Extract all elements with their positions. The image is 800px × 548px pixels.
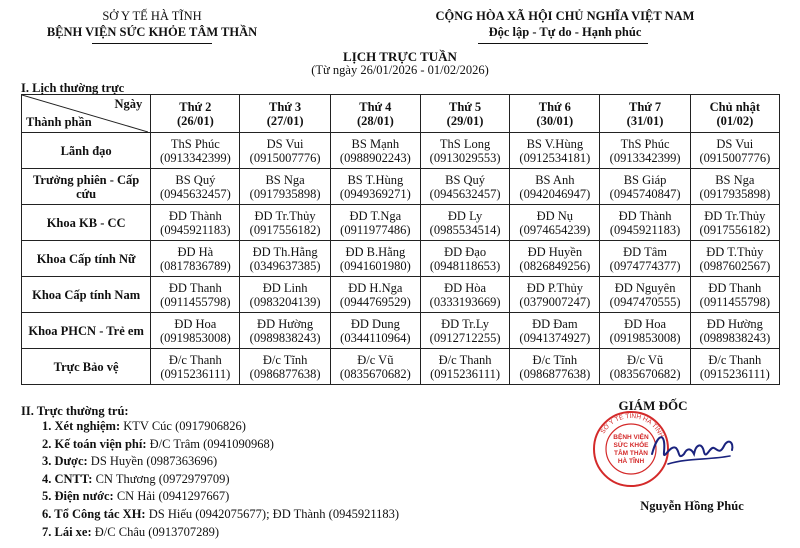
duty-cell: [151, 313, 240, 349]
duty-cell: [510, 133, 600, 169]
day-name: Chủ nhật: [709, 99, 761, 114]
day-name: Thứ 7: [628, 99, 662, 114]
day-date: (27/01): [266, 113, 304, 128]
staff-phone: (0379007247): [519, 294, 591, 309]
duty-cell: [420, 133, 509, 169]
duty-cell: [600, 277, 690, 313]
staff-name: ThS Phúc: [620, 136, 670, 151]
page-title: LỊCH TRỰC TUẦN: [343, 49, 457, 64]
staff-name: ĐD Thanh: [708, 280, 762, 295]
duty-label: 5. Điện nước:: [42, 489, 114, 504]
day-date: (30/01): [536, 113, 574, 128]
duty-cell: [330, 241, 420, 277]
duty-cell: [240, 313, 330, 349]
staff-name: Đ/c Vũ: [626, 352, 664, 367]
staff-name: ĐD Ly: [447, 208, 483, 223]
duty-cell: [330, 313, 420, 349]
staff-name: ĐD P.Thủy: [526, 280, 583, 295]
duty-cell: [151, 349, 240, 385]
header-right-underline: [478, 43, 648, 44]
staff-phone: (0987602567): [699, 258, 771, 273]
staff-phone: (0917556182): [699, 222, 771, 237]
duty-cell: [690, 313, 779, 349]
day-header: [330, 95, 420, 133]
staff-phone: (0945921183): [160, 222, 231, 237]
duty-cell: [510, 169, 600, 205]
duty-cell: [151, 169, 240, 205]
staff-phone: (0945740847): [609, 186, 681, 201]
duty-cell: [240, 205, 330, 241]
department-cell: Khoa Cấp tính Nam: [22, 277, 151, 313]
duty-cell: [240, 241, 330, 277]
staff-name: ĐD Hường: [706, 316, 763, 331]
motto: Độc lập - Tự do - Hạnh phúc: [488, 25, 642, 39]
staff-name: ĐD Hường: [257, 316, 314, 331]
staff-name: BS Giáp: [623, 172, 667, 187]
staff-name: Đ/c Vũ: [357, 352, 394, 367]
staff-phone: (0333193669): [429, 294, 501, 309]
duty-value: KTV Cúc (0917906826): [123, 419, 246, 433]
day-date: (01/02): [716, 113, 754, 128]
staff-phone: (0915007776): [249, 150, 321, 165]
staff-name: Đ/c Tĩnh: [262, 352, 308, 367]
list-item: [42, 524, 399, 542]
table-row: [22, 349, 780, 385]
staff-phone: (0942046947): [519, 186, 591, 201]
day-date: (28/01): [356, 113, 394, 128]
staff-phone: (0912712255): [429, 330, 501, 345]
department-cell: Trực Bảo vệ: [22, 349, 151, 385]
staff-name: ĐD Huyền: [527, 244, 583, 259]
staff-phone: (0947470555): [609, 294, 681, 309]
corner-day-label: Ngày: [114, 97, 143, 111]
staff-phone: (0915236111): [699, 366, 770, 381]
staff-name: DS Vui: [716, 136, 754, 151]
staff-phone: (0948118653): [429, 258, 501, 273]
day-name: Thứ 2: [179, 99, 212, 114]
staff-name: Đ/c Thanh: [708, 352, 762, 367]
staff-phone: (0945632457): [429, 186, 501, 201]
duty-cell: [330, 169, 420, 205]
duty-cell: [330, 133, 420, 169]
staff-phone: (0344110964): [340, 330, 411, 345]
staff-phone: (0911455798): [160, 294, 231, 309]
staff-name: BS Nga: [265, 172, 305, 187]
hospital-name: BỆNH VIỆN SỨC KHỎE TÂM THẦN: [46, 25, 258, 39]
staff-phone: (0983204139): [249, 294, 321, 309]
staff-name: ĐD Đam: [532, 316, 578, 331]
staff-phone: (0941601980): [339, 258, 411, 273]
signer-title: GIÁM ĐỐC: [618, 398, 688, 413]
duty-cell: [240, 277, 330, 313]
day-date: (29/01): [446, 113, 484, 128]
duty-cell: [151, 241, 240, 277]
duty-cell: [240, 349, 330, 385]
list-item: [42, 453, 399, 471]
svg-text:SỞ Y TẾ TỈNH HÀ TĨNH: SỞ Y TẾ TỈNH HÀ TĨNH: [599, 412, 665, 439]
duty-cell: [510, 205, 600, 241]
table-row: [22, 133, 780, 169]
svg-text:TÂM THẦN: TÂM THẦN: [614, 450, 648, 457]
staff-phone: (0986877638): [519, 366, 591, 381]
duty-cell: [600, 313, 690, 349]
duty-label: 1. Xét nghiệm:: [42, 419, 121, 433]
staff-phone: (0988902243): [339, 150, 411, 165]
staff-name: ĐD Linh: [262, 280, 308, 295]
staff-phone: (0985534514): [429, 222, 501, 237]
staff-name: ĐD Hoa: [174, 316, 217, 331]
staff-name: Đ/c Tĩnh: [532, 352, 578, 367]
staff-phone: (0835670682): [339, 366, 411, 381]
table-row: [22, 277, 780, 313]
duty-cell: [600, 169, 690, 205]
duty-cell: [151, 277, 240, 313]
day-header: [420, 95, 509, 133]
day-header: [600, 95, 690, 133]
day-header: [151, 95, 240, 133]
table-row: [22, 313, 780, 349]
header-right: [430, 8, 700, 40]
duty-cell: [420, 313, 509, 349]
staff-phone: (0817836789): [159, 258, 231, 273]
duty-label: 7. Lái xe:: [42, 524, 92, 539]
date-range: (Từ ngày 26/01/2026 - 01/02/2026): [311, 63, 489, 77]
staff-phone: (0917556182): [249, 222, 321, 237]
staff-name: ThS Phúc: [170, 136, 220, 151]
duty-value: DS Hiếu (0942075677); ĐD Thành (0945921183): [148, 506, 400, 521]
corner-member-label: Thành phần: [26, 115, 92, 129]
staff-name: ĐD H.Nga: [348, 280, 403, 295]
list-item: [42, 436, 399, 454]
resident-duty-list: [42, 418, 399, 541]
staff-phone: (0945921183): [609, 222, 681, 237]
staff-phone: (0919853008): [609, 330, 681, 345]
duty-value: Đ/C Châu (0913707289): [94, 524, 220, 539]
section-2-title: II. Trực thường trú:: [21, 404, 129, 418]
duty-cell: [600, 241, 690, 277]
day-date: (26/01): [176, 113, 214, 128]
staff-name: ĐD Dung: [350, 316, 400, 331]
staff-phone: (0915236111): [160, 366, 231, 381]
department-cell: Khoa KB - CC: [22, 205, 151, 241]
staff-phone: (0949369271): [339, 186, 411, 201]
duty-cell: [690, 349, 779, 385]
staff-phone: (0989838243): [699, 330, 771, 345]
duty-cell: [420, 241, 509, 277]
staff-name: ĐD Hà: [177, 244, 214, 259]
duty-label: 4. CNTT:: [42, 471, 93, 486]
staff-name: BS V.Hùng: [526, 136, 584, 151]
duty-cell: [600, 205, 690, 241]
department-cell: Lãnh đạo: [22, 133, 151, 169]
department-cell: Trưởng phiên - Cấp cứu: [22, 169, 151, 205]
header-left: [22, 8, 282, 40]
duty-cell: [690, 133, 779, 169]
svg-text:BỆNH VIỆN: BỆNH VIỆN: [613, 434, 649, 441]
staff-name: ĐD Đạo: [444, 244, 487, 259]
header-left-underline: [92, 43, 212, 44]
staff-name: DS Vui: [266, 136, 304, 151]
staff-phone: (0349637385): [249, 258, 321, 273]
day-name: Thứ 6: [538, 99, 571, 114]
duty-label: 6. Tổ Công tác XH:: [42, 506, 146, 521]
staff-name: BS Nga: [715, 172, 755, 187]
staff-name: ĐD B.Hằng: [345, 244, 406, 259]
duty-cell: [600, 349, 690, 385]
svg-text:SỨC KHỎE: SỨC KHỎE: [613, 442, 649, 449]
staff-phone: (0974654239): [519, 222, 591, 237]
staff-name: BS T.Hùng: [347, 172, 404, 187]
staff-phone: (0917935898): [249, 186, 321, 201]
country-name: CỘNG HÒA XÃ HỘI CHỦ NGHĨA VIỆT NAM: [435, 9, 695, 23]
department-cell: Khoa PHCN - Trẻ em: [22, 313, 151, 349]
day-name: Thứ 4: [359, 99, 392, 114]
day-header: [690, 95, 779, 133]
table-row: [22, 169, 780, 205]
duty-cell: [240, 169, 330, 205]
duty-value: CN Hải (0941297667): [116, 489, 230, 504]
duty-cell: [690, 241, 779, 277]
staff-name: ĐD Tr.Thủy: [704, 208, 766, 223]
staff-phone: (0913342399): [609, 150, 681, 165]
corner-header: [22, 95, 151, 133]
staff-phone: (0915007776): [699, 150, 771, 165]
day-name: Thứ 3: [269, 99, 302, 114]
staff-name: ĐD Hoa: [624, 316, 667, 331]
list-item: [42, 488, 399, 506]
staff-phone: (0989838243): [249, 330, 321, 345]
department-cell: Khoa Cấp tính Nữ: [22, 241, 151, 277]
table-row: [22, 205, 780, 241]
staff-phone: (0974774377): [609, 258, 681, 273]
duty-cell: [151, 133, 240, 169]
duty-value: Đ/C Trâm (0941090968): [149, 436, 274, 451]
duty-cell: [690, 277, 779, 313]
staff-name: BS Mạnh: [351, 136, 400, 151]
duty-cell: [600, 133, 690, 169]
staff-name: Đ/c Thanh: [438, 352, 492, 367]
staff-phone: (0911977486): [340, 222, 411, 237]
staff-phone: (0913342399): [159, 150, 231, 165]
day-header: [510, 95, 600, 133]
section-1-title: I. Lịch thường trực: [21, 81, 125, 95]
staff-name: Đ/c Thanh: [168, 352, 222, 367]
staff-name: BS Anh: [535, 172, 575, 187]
duty-cell: [510, 349, 600, 385]
department-name: SỞ Y TẾ HÀ TĨNH: [102, 9, 202, 23]
staff-phone: (0986877638): [249, 366, 321, 381]
staff-name: BS Quý: [445, 172, 486, 187]
staff-phone: (0826849256): [519, 258, 591, 273]
staff-name: BS Quý: [175, 172, 216, 187]
staff-name: ĐD Nụ: [536, 208, 574, 223]
duty-value: CN Thương (0972979709): [95, 471, 230, 486]
staff-phone: (0917935898): [699, 186, 771, 201]
day-name: Thứ 5: [449, 99, 482, 114]
signer-name: Nguyễn Hồng Phúc: [640, 499, 744, 513]
list-item: [42, 418, 399, 436]
staff-name: ĐD T.Thủy: [706, 244, 764, 259]
staff-name: ĐD Thành: [618, 208, 672, 223]
duty-schedule-table: [21, 94, 780, 385]
duty-cell: [690, 169, 779, 205]
duty-cell: [330, 277, 420, 313]
table-row: [22, 241, 780, 277]
duty-value: DS Huyền (0987363696): [90, 454, 218, 469]
staff-name: ĐD Th.Hằng: [252, 244, 318, 259]
duty-label: 2. Kế toán viện phí:: [42, 436, 147, 451]
staff-name: ThS Long: [439, 136, 491, 151]
staff-phone: (0911455798): [699, 294, 771, 309]
duty-cell: [151, 205, 240, 241]
staff-phone: (0941374927): [519, 330, 591, 345]
staff-phone: (0919853008): [159, 330, 231, 345]
list-item: [42, 506, 399, 524]
staff-phone: (0945632457): [159, 186, 231, 201]
table-header-row: [22, 95, 780, 133]
duty-cell: [510, 241, 600, 277]
duty-label: 3. Dược:: [42, 454, 88, 469]
staff-name: ĐD Nguyên: [614, 280, 676, 295]
day-header: [240, 95, 330, 133]
staff-phone: (0912534181): [519, 150, 591, 165]
duty-cell: [510, 277, 600, 313]
duty-cell: [330, 205, 420, 241]
staff-phone: (0835670682): [609, 366, 681, 381]
staff-name: ĐD Tr.Ly: [441, 316, 490, 331]
staff-phone: (0944769529): [339, 294, 411, 309]
staff-name: ĐD T.Nga: [349, 208, 402, 223]
staff-name: ĐD Tâm: [623, 244, 668, 259]
staff-name: ĐD Tr.Thủy: [254, 208, 316, 223]
staff-phone: (0913029553): [429, 150, 501, 165]
staff-name: ĐD Thành: [168, 208, 222, 223]
duty-cell: [420, 277, 509, 313]
duty-cell: [240, 133, 330, 169]
duty-cell: [330, 349, 420, 385]
duty-cell: [690, 205, 779, 241]
list-item: [42, 471, 399, 489]
svg-text:HÀ TĨNH: HÀ TĨNH: [617, 458, 645, 465]
handwritten-signature-icon: [648, 424, 738, 472]
staff-name: ĐD Hòa: [444, 280, 487, 295]
duty-cell: [420, 349, 509, 385]
duty-cell: [510, 313, 600, 349]
day-date: (31/01): [626, 113, 664, 128]
staff-phone: (0915236111): [430, 366, 501, 381]
staff-name: ĐD Thanh: [168, 280, 222, 295]
duty-cell: [420, 169, 509, 205]
duty-cell: [420, 205, 509, 241]
